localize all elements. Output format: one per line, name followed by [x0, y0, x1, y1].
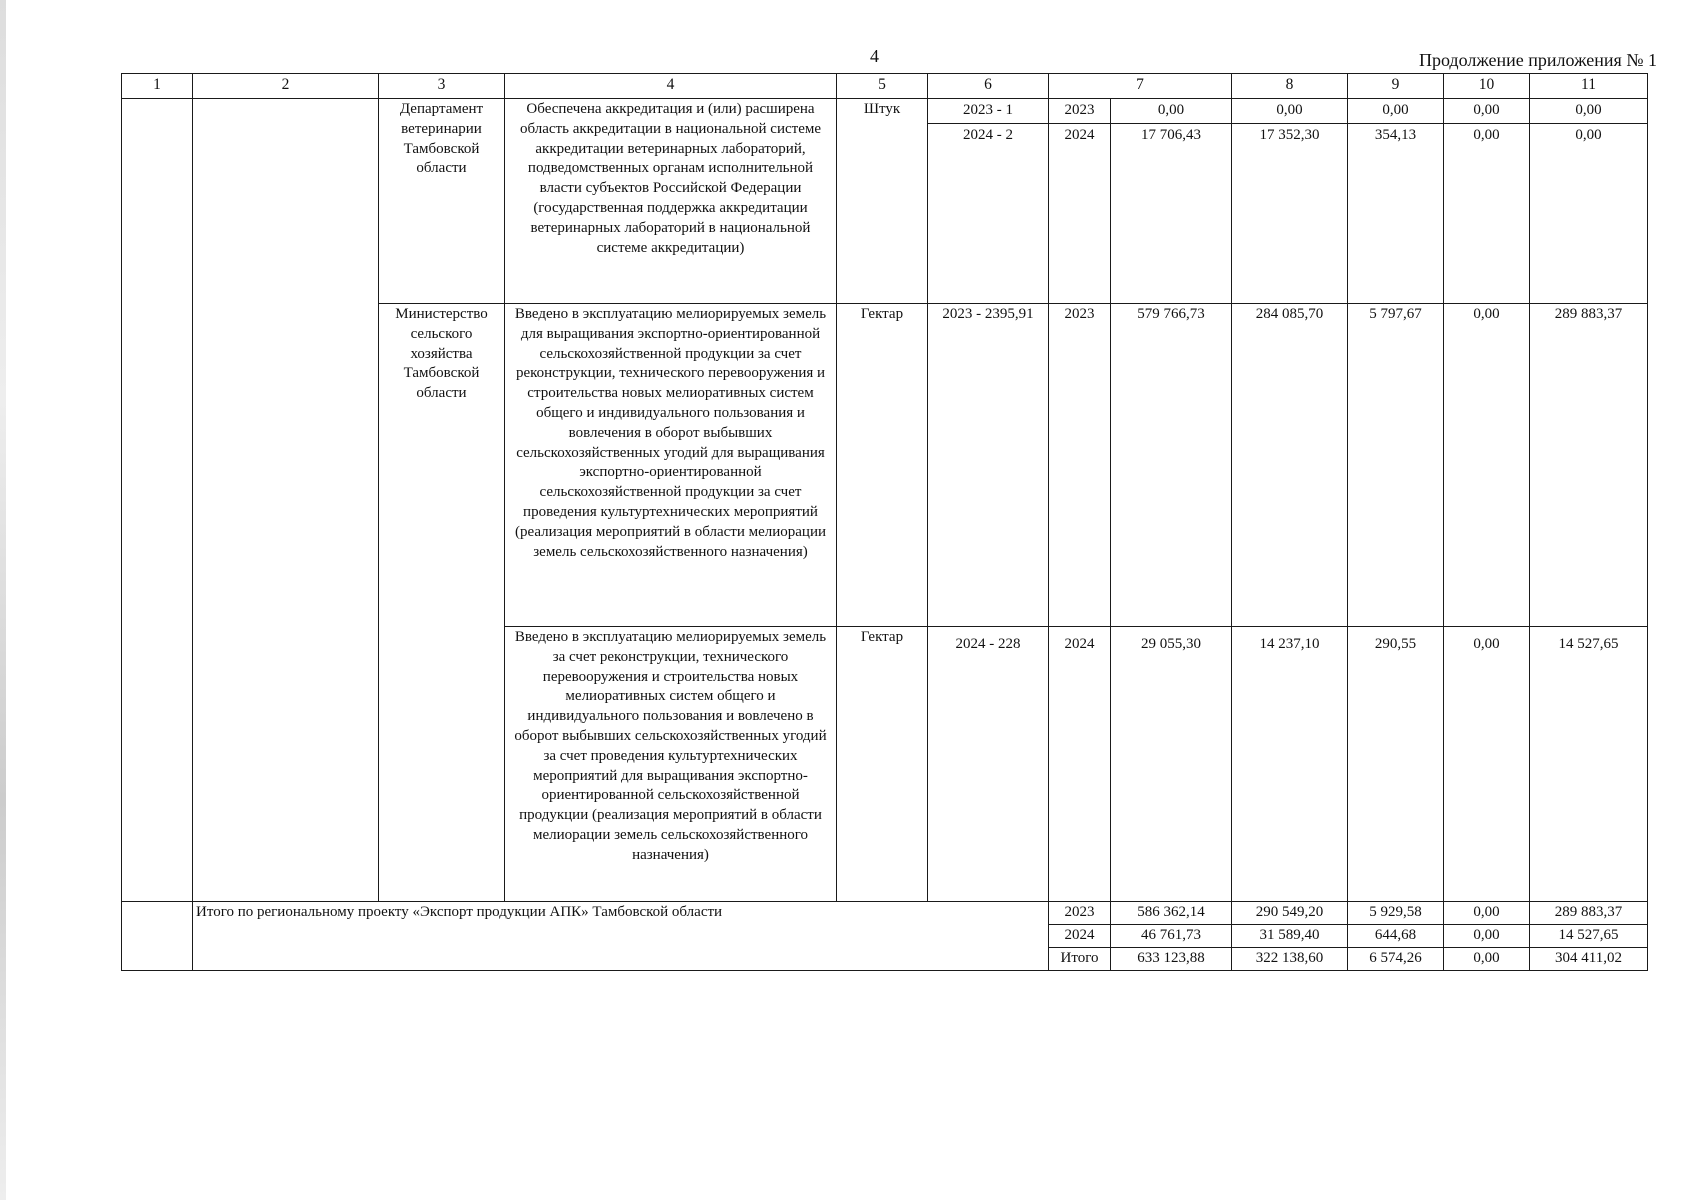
federal-value: 17 352,30 — [1232, 123, 1347, 148]
col-num-4: 4 — [505, 74, 837, 99]
scan-edge — [0, 0, 6, 1200]
cell-col1 — [122, 99, 193, 902]
totals-year: 2023 — [1049, 902, 1111, 925]
unit-cell: Гектар — [837, 627, 928, 902]
totals-total: 586 362,14 — [1111, 902, 1232, 925]
project-table — [121, 73, 1648, 971]
total-cell: 29 055,30 — [1111, 627, 1232, 902]
other-cell: 14 527,65 — [1530, 627, 1648, 902]
other-value: 0,00 — [1575, 102, 1602, 118]
total-value: 0,00 — [1157, 102, 1185, 118]
totals-label: Итого по региональному проекту «Экспорт продукции АПК» Тамбовской области — [193, 902, 1049, 971]
col-num-10: 10 — [1444, 74, 1530, 99]
target-cell — [928, 99, 1049, 304]
year-cell: 2024 — [1049, 627, 1111, 902]
totals-other: 289 883,37 — [1530, 902, 1648, 925]
executor-cell: Министерство сельского хозяйства Тамбовской области — [379, 304, 505, 902]
totals-year: 2024 — [1049, 925, 1111, 948]
table-row — [122, 99, 1648, 304]
local-value: 0,00 — [1444, 123, 1529, 148]
col-num-6: 6 — [928, 74, 1049, 99]
totals-other: 304 411,02 — [1530, 948, 1648, 971]
totals-federal: 322 138,60 — [1232, 948, 1348, 971]
totals-local: 0,00 — [1444, 902, 1530, 925]
total-value: 17 706,43 — [1111, 123, 1231, 148]
col-num-3: 3 — [379, 74, 505, 99]
local-value: 0,00 — [1473, 102, 1500, 118]
totals-row — [122, 902, 1648, 925]
total-cell — [1111, 99, 1232, 304]
local-cell: 0,00 — [1444, 627, 1530, 902]
other-cell: 289 883,37 — [1530, 304, 1648, 627]
col-num-9: 9 — [1348, 74, 1444, 99]
total-cell: 579 766,73 — [1111, 304, 1232, 627]
federal-cell: 14 237,10 — [1232, 627, 1348, 902]
totals-federal: 31 589,40 — [1232, 925, 1348, 948]
regional-value: 354,13 — [1348, 123, 1443, 148]
target-2024: 2024 - 2 — [928, 123, 1048, 148]
regional-value: 0,00 — [1382, 102, 1409, 118]
totals-local: 0,00 — [1444, 948, 1530, 971]
totals-col1 — [122, 902, 193, 971]
result-cell: Введено в эксплуатацию мелиорируемых земель для выращивания экспортно-ориентированной сельскохозяйственной продукции за счет реконструкции, технического перевооружения и строительства новых мелиоративных систем общего и индивидуального пользования и вовлечения в оборот выбывших сельскохозяйственных угодий для выращивания экспортно-ориентированной сельскохозяйственной продукции за счет проведения культуртехнических мероприятий (реализация мероприятий в области мелиорации земель сельскохозяйственного назначения) — [505, 304, 837, 627]
totals-local: 0,00 — [1444, 925, 1530, 948]
unit-cell: Гектар — [837, 304, 928, 627]
federal-cell: 284 085,70 — [1232, 304, 1348, 627]
executor-cell: Департамент ветеринарии Тамбовской области — [379, 99, 505, 304]
other-cell — [1530, 99, 1648, 304]
year-value: 2024 — [1049, 123, 1110, 148]
other-value: 0,00 — [1530, 123, 1647, 148]
totals-regional: 6 574,26 — [1348, 948, 1444, 971]
result-cell: Обеспечена аккредитация и (или) расширена область аккредитации в национальной системе аккредитации ветеринарных лабораторий, подведомственных органам исполнительной власти субъектов Российской Федерации (государственная поддержка аккредитации ветеринарных лабораторий в национальной системе аккредитации) — [505, 99, 837, 304]
col-num-11: 11 — [1530, 74, 1648, 99]
appendix-caption: Продолжение приложения № 1 — [1418, 50, 1657, 70]
federal-value: 0,00 — [1276, 102, 1303, 118]
federal-cell — [1232, 99, 1348, 304]
totals-other: 14 527,65 — [1530, 925, 1648, 948]
totals-regional: 5 929,58 — [1348, 902, 1444, 925]
col-num-8: 8 — [1232, 74, 1348, 99]
col-num-2: 2 — [193, 74, 379, 99]
target-cell: 2024 - 228 — [928, 627, 1049, 902]
cell-col2 — [193, 99, 379, 902]
regional-cell — [1348, 99, 1444, 304]
col-num-7: 7 — [1049, 74, 1232, 99]
column-number-row — [122, 74, 1648, 99]
totals-regional: 644,68 — [1348, 925, 1444, 948]
col-num-5: 5 — [837, 74, 928, 99]
year-cell: 2023 — [1049, 304, 1111, 627]
result-cell: Введено в эксплуатацию мелиорируемых земель за счет реконструкции, технического перевооружения и строительства новых мелиоративных систем общего и индивидуального пользования и вовлечено в оборот выбывших сельскохозяйственных угодий за счет проведения культуртехнических мероприятий для выращивания экспортно-ориентированной сельскохозяйственной продукции (реализация мероприятий в области мелиорации земель сельскохозяйственного назначения) — [505, 627, 837, 902]
target-cell: 2023 - 2395,91 — [928, 304, 1049, 627]
local-cell: 0,00 — [1444, 304, 1530, 627]
totals-total: 46 761,73 — [1111, 925, 1232, 948]
totals-federal: 290 549,20 — [1232, 902, 1348, 925]
year-value: 2023 — [1064, 102, 1095, 118]
col-num-1: 1 — [122, 74, 193, 99]
year-cell — [1049, 99, 1111, 304]
target-2023: 2023 - 1 — [963, 102, 1013, 118]
unit-cell: Штук — [837, 99, 928, 304]
regional-cell: 5 797,67 — [1348, 304, 1444, 627]
page-number: 4 — [870, 46, 879, 66]
local-cell — [1444, 99, 1530, 304]
totals-total: 633 123,88 — [1111, 948, 1232, 971]
regional-cell: 290,55 — [1348, 627, 1444, 902]
totals-year: Итого — [1049, 948, 1111, 971]
